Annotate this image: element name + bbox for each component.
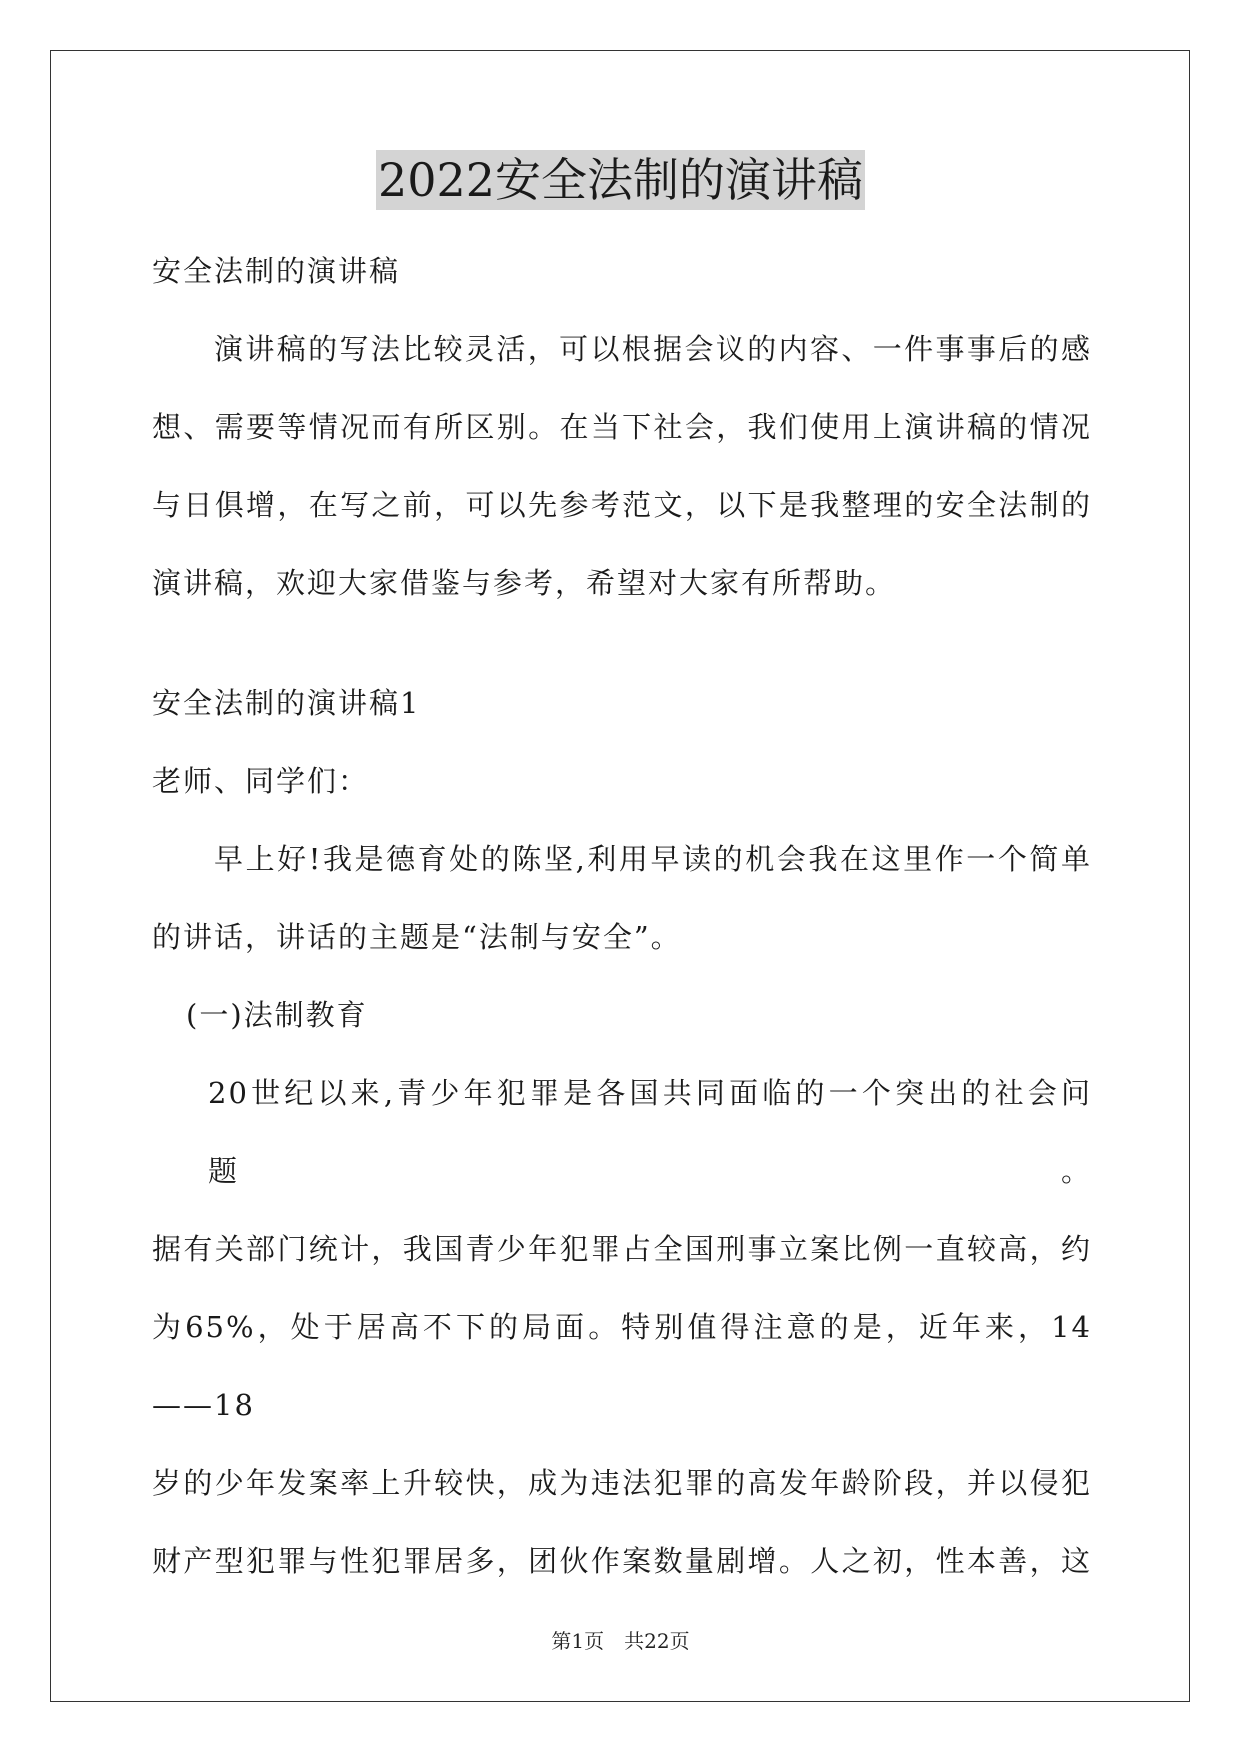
intro-line: 与日俱增，在写之前，可以先参考范文，以下是我整理的安全法制的 <box>152 488 1092 522</box>
section-heading: 安全法制的演讲稿1 <box>152 686 421 720</box>
body-line: 财产型犯罪与性犯罪居多，团伙作案数量剧增。人之初，性本善，这 <box>152 1544 1092 1578</box>
body-line: 据有关部门统计，我国青少年犯罪占全国刑事立案比例一直较高，约 <box>152 1232 1092 1266</box>
page-number: 第1页 <box>551 1629 605 1653</box>
greeting-line: 早上好!我是德育处的陈坚,利用早读的机会我在这里作一个简单 <box>214 842 1092 876</box>
body-line: 岁的少年发案率上升较快，成为违法犯罪的高发年龄阶段，并以侵犯 <box>152 1466 1092 1500</box>
intro-line: 演讲稿的写法比较灵活，可以根据会议的内容、一件事事后的感 <box>214 332 1092 366</box>
subheading: (一)法制教育 <box>186 998 368 1032</box>
salutation: 老师、同学们： <box>152 764 370 798</box>
page-footer <box>0 1625 1241 1654</box>
greeting-paragraph <box>152 820 1092 976</box>
section-gap <box>152 622 1092 664</box>
document-subtitle: 安全法制的演讲稿 <box>152 254 401 288</box>
intro-paragraph <box>152 310 1092 622</box>
intro-line: 想、需要等情况而有所区别。在当下社会，我们使用上演讲稿的情况 <box>152 410 1092 444</box>
body-line: 20世纪以来,青少年犯罪是各国共同面临的一个突出的社会问题。 <box>208 1076 1092 1188</box>
document-title: 2022安全法制的演讲稿 <box>376 150 865 210</box>
title-block <box>0 150 1241 210</box>
body-line: 为65%，处于居高不下的局面。特别值得注意的是，近年来，14——18 <box>152 1310 1092 1422</box>
body-paragraph <box>152 1054 1092 1600</box>
greeting-line: 的讲话，讲话的主题是“法制与安全”。 <box>152 920 682 954</box>
intro-line: 演讲稿，欢迎大家借鉴与参考，希望对大家有所帮助。 <box>152 566 897 600</box>
document-body <box>152 232 1092 1600</box>
page-total: 共22页 <box>624 1629 690 1653</box>
